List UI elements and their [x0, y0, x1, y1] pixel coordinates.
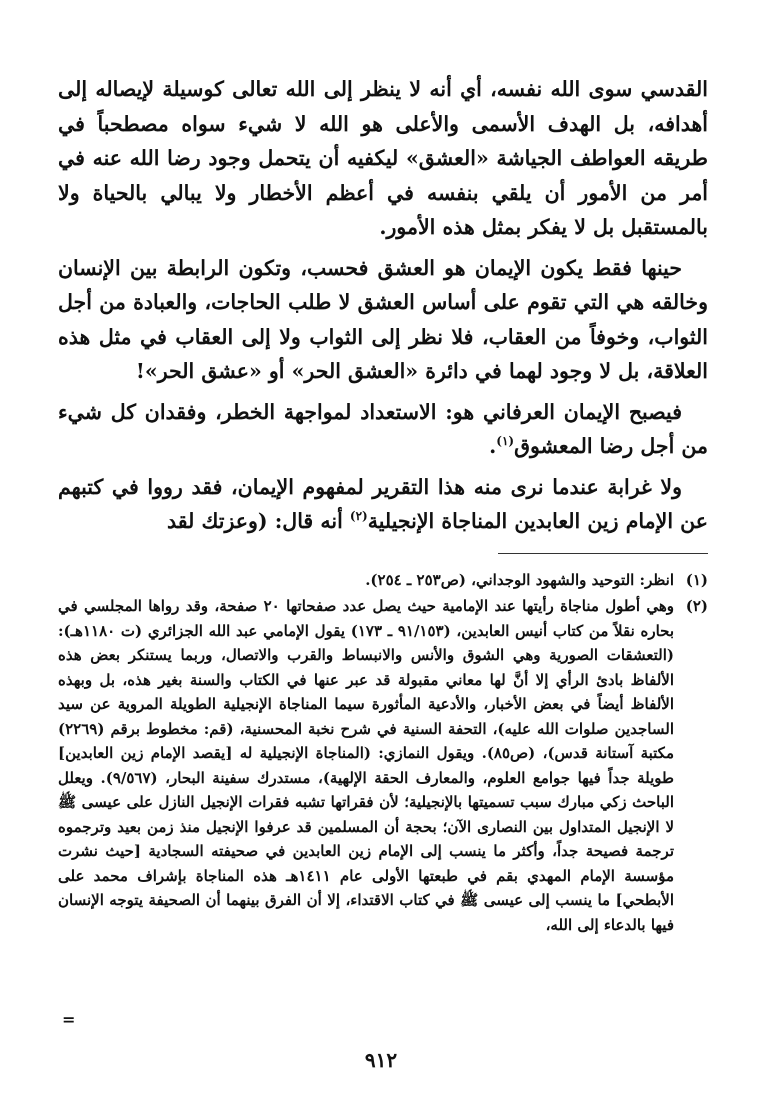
- footnote-2-text: وهي أطول مناجاة رأيتها عند الإمامية حيث يصل عدد صفحاتها ٢٠ صفحة، وقد رواها المجلسي في بحاره نقلاً من كتاب أنيس العابدين، (٩١/١٥٣ ـ ١٧٣) يقول الإمامي عبد الله الجزائري (ت ١١٨٠هـ): (التعشقات الصورية وهي الشوق والأنس والانبساط والقرب والاتصال، وربما يستنكر بعض هذه الألفاظ بادئ الرأي إلا أنَّ لها معاني مقبولة قد عبر عنها في الكتاب والسنة بغير هذه، بل وبهذه الألفاظ أيضاً في بعض الأخبار، والأدعية المأثورة سيما المناجاة الإنجيلية الطويلة المروية عن سيد الساجدين صلوات الله عليه)، التحفة السنية في شرح نخبة المحسنية، (قم: مخطوط برقم (٢٢٦٩) مكتبة آستانة قدس)، (ص٨٥). ويقول النمازي: (المناجاة الإنجيلية له [يقصد الإمام زين العابدين] طويلة جداً فيها جوامع العلوم، والمعارف الحقة الإلهية)، مستدرك سفينة البحار، (٩/٥٦٧). ويعلل الباحث زكي مبارك سبب تسميتها بالإنجيلية؛ لأن فقراتها تشبه فقرات الإنجيل النازل على عيسى ﷺ لا الإنجيل المتداول بين النصارى الآن؛ بحجة أن المسلمين قد عرفوا الإنجيل منذ زمن بعيد وترجموه ترجمة فصيحة جداً، وأكثر ما ينسب إلى الإمام زين العابدين في صحيفته السجادية [حيث نشرت مؤسسة الإمام المهدي بقم في طبعتها الأولى عام ١٤١١هـ هذه المناجاة بإشراف محمد على الأبطحي] ما ينسب إلى عيسى ﷺ في كتاب الاقتداء، إلا أن الفرق بينهما أن الصحيفة يتوجه الإنسان فيها بالدعاء إلى الله،: [58, 597, 675, 934]
- paragraph-4: [58, 470, 708, 539]
- footnote-ref-2[interactable]: (٢): [349, 509, 368, 524]
- paragraph-3: [58, 395, 708, 464]
- paragraph-1: [58, 72, 708, 245]
- page-content: [58, 72, 708, 939]
- main-text: [58, 72, 708, 539]
- paragraph-3-text: فيصبح الإيمان العرفاني هو: الاستعداد لمواجهة الخطر، وفقدان كل شيء من أجل رضا المعشوق: [58, 399, 708, 458]
- footnote-2: [58, 594, 708, 937]
- continuation-mark: =: [62, 1010, 76, 1029]
- footnote-1: [58, 568, 708, 593]
- paragraph-2-text: حينها فقط يكون الإيمان هو العشق فحسب، وتكون الرابطة بين الإنسان وخالقه هي التي تقوم على أساس العشق لا طلب الحاجات، والعبادة من أجل الثواب، وخوفاً من العقاب، فلا نظر إلى الثواب ولا إلى العقاب في مثل هذه العلاقة، بل لا وجود لهما في دائرة «العشق الحر» أو «عشق الحر»!: [58, 255, 708, 383]
- footnote-1-text: انظر: التوحيد والشهود الوجداني، (ص٢٥٣ ـ ٢٥٤).: [365, 570, 674, 589]
- paragraph-4-after: أنه قال: (وعزتك لقد: [166, 509, 350, 533]
- paragraph-2: [58, 251, 708, 389]
- footnote-divider: [498, 553, 708, 554]
- footnotes: [58, 568, 708, 938]
- footnote-1-number: (١): [685, 570, 708, 589]
- footnote-ref-1[interactable]: (١): [496, 434, 515, 449]
- paragraph-3-after: .: [489, 434, 497, 458]
- page-number: ٩١٢: [364, 1048, 398, 1072]
- paragraph-4-text: ولا غرابة عندما نرى منه هذا التقرير لمفهوم الإيمان، فقد رووا في كتبهم عن الإمام زين العابدين المناجاة الإنجيلية: [58, 474, 708, 533]
- paragraph-1-text: القدسي سوى الله نفسه، أي أنه لا ينظر إلى الله تعالى كوسيلة لإيصاله إلى أهدافه، بل الهدف الأسمى والأعلى هو الله لا شيء سواه مصطحباً في طريقه العواطف الجياشة «العشق» ليكفيه أن يتحمل وجود رضا الله عنه في أمر من الأمور أن يلقي بنفسه في أعظم الأخطار ولا يبالي بالحياة ولا بالمستقبل بل لا يفكر بمثل هذه الأمور.: [58, 77, 708, 239]
- footnote-2-number: (٢): [685, 597, 708, 615]
